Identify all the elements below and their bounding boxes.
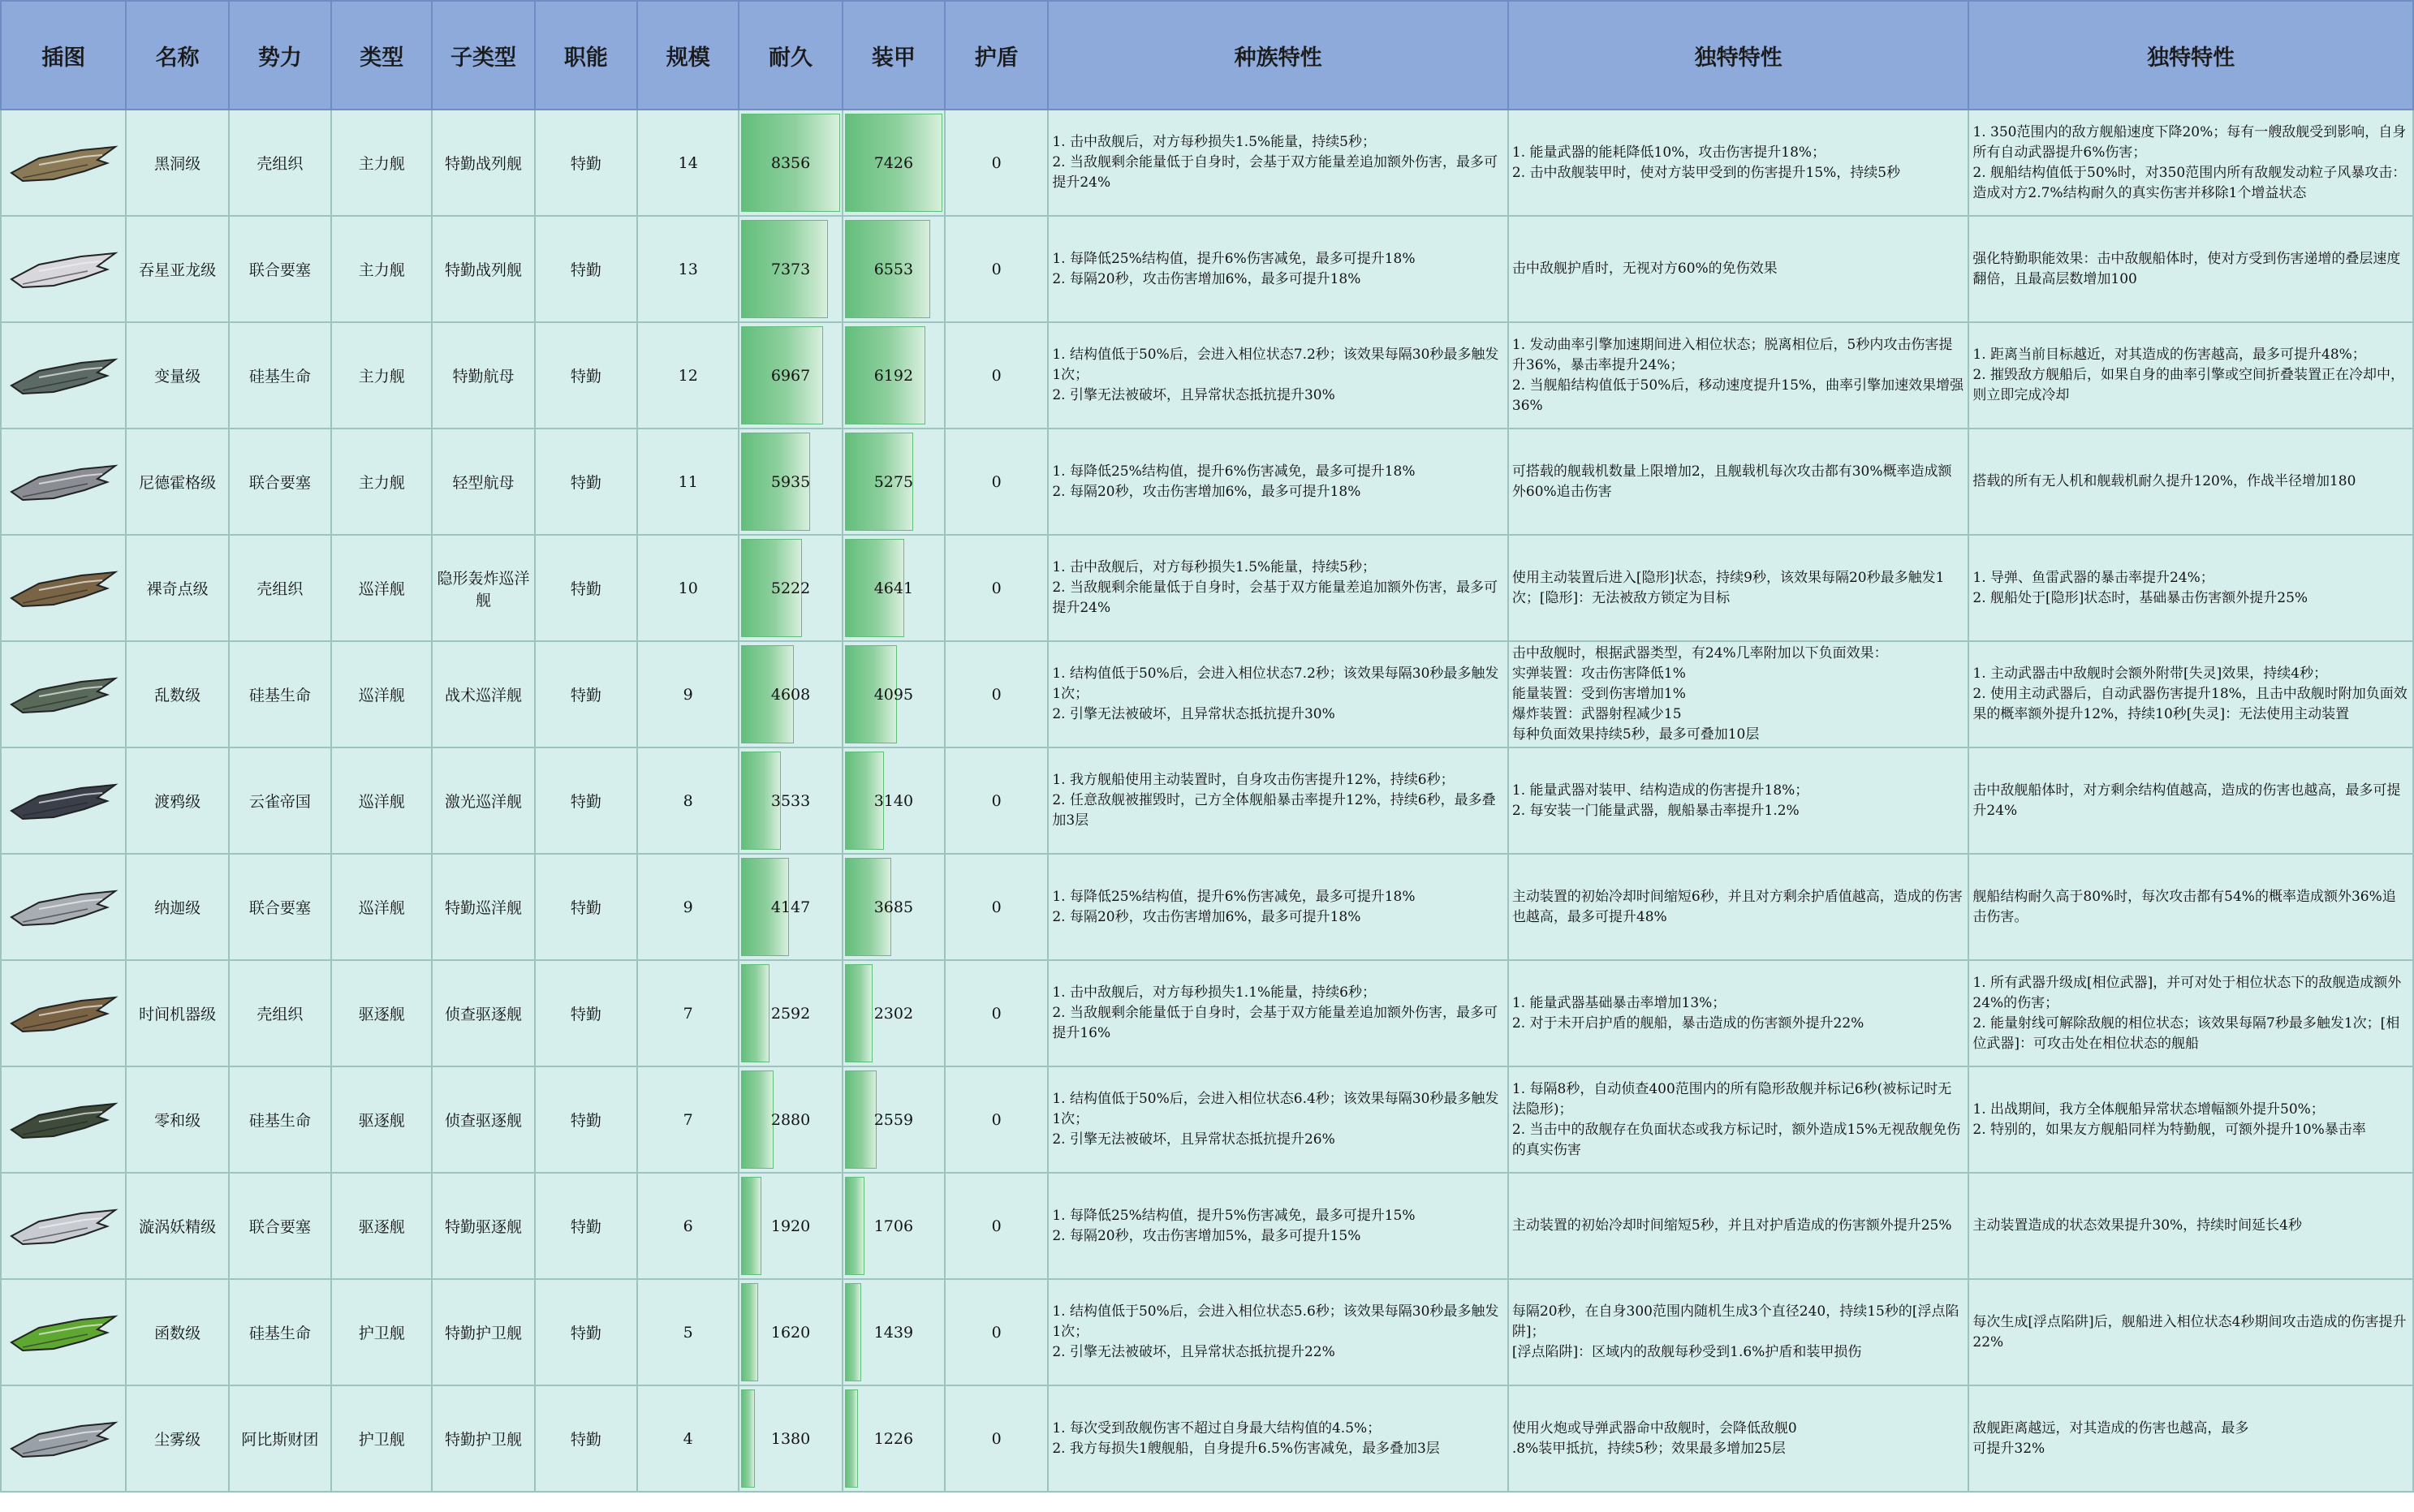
- ship-illustration: [1, 1279, 126, 1385]
- ship-name: 变量级: [126, 322, 228, 429]
- ship-image: [6, 867, 120, 948]
- ship-illustration: [1, 641, 126, 747]
- shield: 0: [945, 429, 1048, 535]
- racial-trait: 1. 每降低25%结构值，提升5%伤害减免，最多可提升15% 2. 每隔20秒，攻击伤害增加5%，最多可提升15%: [1048, 1173, 1508, 1279]
- unique-trait-1: 1. 发动曲率引擎加速期间进入相位状态；脱离相位后，5秒内攻击伤害提升36%，暴击率提升24%； 2. 当舰船结构值低于50%后，移动速度提升15%，曲率引擎加速效果增强36%: [1508, 322, 1969, 429]
- scale: 12: [637, 322, 739, 429]
- ship-illustration: [1, 1066, 126, 1173]
- durability-bar-value: 1380: [770, 1429, 811, 1448]
- faction: 壳组织: [229, 110, 331, 216]
- header-armor: 装甲: [843, 1, 945, 110]
- durability-bar-value: 6967: [770, 366, 811, 385]
- unique-trait-2: 1. 距离当前目标越近，对其造成的伤害越高，最多可提升48%； 2. 摧毁敌方舰船后，如果自身的曲率引擎或空间折叠装置正在冷却中，则立即完成冷却: [1968, 322, 2413, 429]
- subtype: 特勤航母: [432, 322, 534, 429]
- durability-bar: [739, 1279, 842, 1385]
- armor-bar: [843, 535, 945, 641]
- subtype: 特勤护卫舰: [432, 1279, 534, 1385]
- shield: 0: [945, 1279, 1048, 1385]
- unique-trait-2: 搭载的所有无人机和舰载机耐久提升120%，作战半径增加180: [1968, 429, 2413, 535]
- shield: 0: [945, 322, 1048, 429]
- armor-bar: [843, 1173, 945, 1279]
- armor-bar: [843, 854, 945, 960]
- header-subtype: 子类型: [432, 1, 534, 110]
- ship-image: [6, 654, 120, 735]
- ship-name: 尘雾级: [126, 1385, 228, 1492]
- shield: 0: [945, 1066, 1048, 1173]
- table-row: [1, 1173, 2413, 1279]
- ship-image: [6, 1186, 120, 1267]
- durability-bar-value: 4608: [770, 685, 811, 704]
- header-faction: 势力: [229, 1, 331, 110]
- ship-image: [6, 548, 120, 629]
- shield: 0: [945, 1173, 1048, 1279]
- unique-trait-2: 主动装置造成的状态效果提升30%，持续时间延长4秒: [1968, 1173, 2413, 1279]
- subtype: 轻型航母: [432, 429, 534, 535]
- scale: 5: [637, 1279, 739, 1385]
- unique-trait-2: 舰船结构耐久高于80%时，每次攻击都有54%的概率造成额外36%追击伤害。: [1968, 854, 2413, 960]
- ship-name: 纳迦级: [126, 854, 228, 960]
- table-row: [1, 641, 2413, 747]
- armor-bar-value: 3140: [873, 791, 914, 810]
- shield: 0: [945, 216, 1048, 322]
- faction: 硅基生命: [229, 641, 331, 747]
- shield: 0: [945, 854, 1048, 960]
- armor-bar-value: 1439: [873, 1323, 914, 1342]
- unique-trait-1: 每隔20秒，在自身300范围内随机生成3个直径240，持续15秒的[浮点陷阱]； [浮点陷阱]：区域内的敌舰每秒受到1.6%护盾和装甲损伤: [1508, 1279, 1969, 1385]
- unique-trait-1: 击中敌舰护盾时，无视对方60%的免伤效果: [1508, 216, 1969, 322]
- armor-bar-value: 3685: [873, 898, 914, 916]
- table-row: [1, 1385, 2413, 1492]
- ship-image: [6, 1398, 120, 1480]
- racial-trait: 1. 击中敌舰后，对方每秒损失1.5%能量，持续5秒； 2. 当敌舰剩余能量低于自身时，会基于双方能量差追加额外伤害，最多可提升24%: [1048, 110, 1508, 216]
- unique-trait-1: 主动装置的初始冷却时间缩短6秒，并且对方剩余护盾值越高，造成的伤害也越高，最多可提升48%: [1508, 854, 1969, 960]
- durability-bar: [739, 960, 842, 1066]
- faction: 硅基生命: [229, 322, 331, 429]
- armor-bar-value: 4095: [873, 685, 914, 704]
- subtype: 特勤护卫舰: [432, 1385, 534, 1492]
- ship-name: 黑洞级: [126, 110, 228, 216]
- ship-name: 尼德霍格级: [126, 429, 228, 535]
- durability-bar: [739, 216, 842, 322]
- faction: 阿比斯财团: [229, 1385, 331, 1492]
- ship-image: [6, 335, 120, 416]
- durability-bar: [739, 322, 842, 429]
- table-row: [1, 216, 2413, 322]
- role: 特勤: [535, 1066, 637, 1173]
- header-scale: 规模: [637, 1, 739, 110]
- scale: 4: [637, 1385, 739, 1492]
- table-body: [1, 110, 2413, 1492]
- unique-trait-1: 1. 能量武器对装甲、结构造成的伤害提升18%； 2. 每安装一门能量武器，舰船暴击率提升1.2%: [1508, 747, 1969, 854]
- ship-type: 巡洋舰: [331, 747, 432, 854]
- ship-type: 护卫舰: [331, 1385, 432, 1492]
- armor-bar-value: 4641: [873, 579, 914, 597]
- table-row: [1, 1279, 2413, 1385]
- ship-illustration: [1, 1173, 126, 1279]
- armor-bar: [843, 1385, 945, 1492]
- armor-bar-value: 6192: [873, 366, 914, 385]
- subtype: 侦查驱逐舰: [432, 1066, 534, 1173]
- role: 特勤: [535, 535, 637, 641]
- subtype: 激光巡洋舰: [432, 747, 534, 854]
- unique-trait-2: 强化特勤职能效果：击中敌舰船体时，使对方受到伤害递增的叠层速度翻倍，且最高层数增加100: [1968, 216, 2413, 322]
- durability-bar: [739, 535, 842, 641]
- table-row: [1, 960, 2413, 1066]
- ship-illustration: [1, 429, 126, 535]
- ship-name: 函数级: [126, 1279, 228, 1385]
- durability-bar-value: 5222: [770, 579, 811, 597]
- subtype: 特勤战列舰: [432, 110, 534, 216]
- ship-illustration: [1, 960, 126, 1066]
- scale: 11: [637, 429, 739, 535]
- durability-bar-value: 3533: [770, 791, 811, 810]
- header-role: 职能: [535, 1, 637, 110]
- ship-illustration: [1, 216, 126, 322]
- armor-bar-value: 2302: [873, 1004, 914, 1023]
- scale: 10: [637, 535, 739, 641]
- unique-trait-1: 主动装置的初始冷却时间缩短5秒，并且对护盾造成的伤害额外提升25%: [1508, 1173, 1969, 1279]
- role: 特勤: [535, 854, 637, 960]
- durability-bar-value: 2880: [770, 1110, 811, 1129]
- table-row: [1, 429, 2413, 535]
- armor-bar: [843, 216, 945, 322]
- ship-type: 巡洋舰: [331, 535, 432, 641]
- scale: 8: [637, 747, 739, 854]
- unique-trait-2: 1. 出战期间，我方全体舰船异常状态增幅额外提升50%； 2. 特别的，如果友方舰船同样为特勤舰，可额外提升10%暴击率: [1968, 1066, 2413, 1173]
- ship-type: 巡洋舰: [331, 854, 432, 960]
- durability-bar: [739, 1173, 842, 1279]
- faction: 硅基生命: [229, 1279, 331, 1385]
- durability-bar: [739, 429, 842, 535]
- ship-image: [6, 760, 120, 842]
- scale: 7: [637, 960, 739, 1066]
- durability-bar-value: 1620: [770, 1323, 811, 1342]
- armor-bar-value: 7426: [873, 153, 914, 172]
- ship-image: [6, 229, 120, 310]
- role: 特勤: [535, 216, 637, 322]
- faction: 云雀帝国: [229, 747, 331, 854]
- durability-bar: [739, 1066, 842, 1173]
- scale: 13: [637, 216, 739, 322]
- header-racial-trait: 种族特性: [1048, 1, 1508, 110]
- durability-bar-value: 1920: [770, 1217, 811, 1235]
- ship-name: 零和级: [126, 1066, 228, 1173]
- scale: 7: [637, 1066, 739, 1173]
- faction: 联合要塞: [229, 429, 331, 535]
- faction: 壳组织: [229, 535, 331, 641]
- ship-type: 主力舰: [331, 322, 432, 429]
- armor-bar: [843, 1066, 945, 1173]
- ship-illustration: [1, 854, 126, 960]
- durability-bar: [739, 747, 842, 854]
- unique-trait-2: 每次生成[浮点陷阱]后，舰船进入相位状态4秒期间攻击造成的伤害提升22%: [1968, 1279, 2413, 1385]
- unique-trait-1: 使用火炮或导弹武器命中敌舰时，会降低敌舰0 .8%装甲抵抗，持续5秒；效果最多增加25层: [1508, 1385, 1969, 1492]
- durability-bar-value: 4147: [770, 898, 811, 916]
- racial-trait: 1. 结构值低于50%后，会进入相位状态5.6秒；该效果每隔30秒最多触发1次； 2. 引擎无法被破坏，且异常状态抵抗提升22%: [1048, 1279, 1508, 1385]
- header-illustration: 插图: [1, 1, 126, 110]
- ship-type: 护卫舰: [331, 1279, 432, 1385]
- shield: 0: [945, 960, 1048, 1066]
- ship-type: 驱逐舰: [331, 960, 432, 1066]
- durability-bar: [739, 641, 842, 747]
- unique-trait-2: 1. 350范围内的敌方舰船速度下降20%；每有一艘敌舰受到影响，自身所有自动武器提升6%伤害； 2. 舰船结构值低于50%时，对350范围内所有敌舰发动粒子风暴攻击：造成对方2.7%结构耐久的真实伤害并移除1个增益状态: [1968, 110, 2413, 216]
- durability-bar-value: 5935: [770, 472, 811, 491]
- unique-trait-1: 1. 能量武器基础暴击率增加13%； 2. 对于未开启护盾的舰船，暴击造成的伤害额外提升22%: [1508, 960, 1969, 1066]
- ship-illustration: [1, 535, 126, 641]
- unique-trait-1: 1. 能量武器的能耗降低10%，攻击伤害提升18%； 2. 击中敌舰装甲时，使对方装甲受到的伤害提升15%，持续5秒: [1508, 110, 1969, 216]
- role: 特勤: [535, 110, 637, 216]
- ship-type: 主力舰: [331, 216, 432, 322]
- shield: 0: [945, 1385, 1048, 1492]
- ship-image: [6, 1292, 120, 1373]
- header-durability: 耐久: [739, 1, 842, 110]
- racial-trait: 1. 我方舰船使用主动装置时，自身攻击伤害提升12%，持续6秒； 2. 任意敌舰被摧毁时，己方全体舰船暴击率提升12%，持续6秒，最多叠加3层: [1048, 747, 1508, 854]
- unique-trait-1: 使用主动装置后进入[隐形]状态，持续9秒，该效果每隔20秒最多触发1次；[隐形]：无法被敌方锁定为目标: [1508, 535, 1969, 641]
- unique-trait-2: 击中敌舰船体时，对方剩余结构值越高，造成的伤害也越高，最多可提升24%: [1968, 747, 2413, 854]
- subtype: 隐形轰炸巡洋舰: [432, 535, 534, 641]
- durability-bar: [739, 854, 842, 960]
- header-unique-trait-1: 独特特性: [1508, 1, 1969, 110]
- role: 特勤: [535, 1173, 637, 1279]
- armor-bar: [843, 641, 945, 747]
- table-row: [1, 1066, 2413, 1173]
- role: 特勤: [535, 429, 637, 535]
- ship-image: [6, 1079, 120, 1161]
- armor-bar-value: 6553: [873, 260, 914, 278]
- armor-bar-value: 1226: [873, 1429, 914, 1448]
- faction: 硅基生命: [229, 1066, 331, 1173]
- table-row: [1, 747, 2413, 854]
- scale: 9: [637, 854, 739, 960]
- ship-name: 渡鸦级: [126, 747, 228, 854]
- unique-trait-2: 1. 主动武器击中敌舰时会额外附带[失灵]效果，持续4秒； 2. 使用主动武器后，自动武器伤害提升18%，且击中敌舰时附加负面效果的概率额外提升12%，持续10秒[失灵]：无法使用主动装置: [1968, 641, 2413, 747]
- armor-bar: [843, 322, 945, 429]
- racial-trait: 1. 每降低25%结构值，提升6%伤害减免，最多可提升18% 2. 每隔20秒，攻击伤害增加6%，最多可提升18%: [1048, 429, 1508, 535]
- durability-bar: [739, 1385, 842, 1492]
- armor-bar-value: 2559: [873, 1110, 914, 1129]
- faction: 联合要塞: [229, 1173, 331, 1279]
- ship-name: 时间机器级: [126, 960, 228, 1066]
- ship-illustration: [1, 322, 126, 429]
- armor-bar-value: 1706: [873, 1217, 914, 1235]
- role: 特勤: [535, 1385, 637, 1492]
- armor-bar: [843, 747, 945, 854]
- shield: 0: [945, 110, 1048, 216]
- header-shield: 护盾: [945, 1, 1048, 110]
- ship-image: [6, 123, 120, 204]
- racial-trait: 1. 结构值低于50%后，会进入相位状态7.2秒；该效果每隔30秒最多触发1次； 2. 引擎无法被破坏，且异常状态抵抗提升30%: [1048, 641, 1508, 747]
- ship-image: [6, 442, 120, 523]
- subtype: 侦查驱逐舰: [432, 960, 534, 1066]
- ship-type: 主力舰: [331, 429, 432, 535]
- faction: 联合要塞: [229, 854, 331, 960]
- ship-name: 裸奇点级: [126, 535, 228, 641]
- ship-illustration: [1, 747, 126, 854]
- shield: 0: [945, 535, 1048, 641]
- armor-bar: [843, 110, 945, 216]
- racial-trait: 1. 击中敌舰后，对方每秒损失1.1%能量，持续6秒； 2. 当敌舰剩余能量低于自身时，会基于双方能量差追加额外伤害，最多可提升16%: [1048, 960, 1508, 1066]
- faction: 壳组织: [229, 960, 331, 1066]
- ship-illustration: [1, 1385, 126, 1492]
- faction: 联合要塞: [229, 216, 331, 322]
- racial-trait: 1. 结构值低于50%后，会进入相位状态6.4秒；该效果每隔30秒最多触发1次； 2. 引擎无法被破坏，且异常状态抵抗提升26%: [1048, 1066, 1508, 1173]
- unique-trait-2: 1. 所有武器升级成[相位武器]，并可对处于相位状态下的敌舰造成额外24%的伤害； 2. 能量射线可解除敌舰的相位状态；该效果每隔7秒最多触发1次；[相位武器]：可攻击处在相位状态的舰船: [1968, 960, 2413, 1066]
- ship-name: 漩涡妖精级: [126, 1173, 228, 1279]
- ship-illustration: [1, 110, 126, 216]
- header-name: 名称: [126, 1, 228, 110]
- racial-trait: 1. 每降低25%结构值，提升6%伤害减免，最多可提升18% 2. 每隔20秒，攻击伤害增加6%，最多可提升18%: [1048, 216, 1508, 322]
- table-row: [1, 110, 2413, 216]
- ship-name: 乱数级: [126, 641, 228, 747]
- scale: 14: [637, 110, 739, 216]
- shield: 0: [945, 641, 1048, 747]
- armor-bar-value: 5275: [873, 472, 914, 491]
- role: 特勤: [535, 641, 637, 747]
- ship-name: 吞星亚龙级: [126, 216, 228, 322]
- table-row: [1, 322, 2413, 429]
- armor-bar: [843, 1279, 945, 1385]
- header-type: 类型: [331, 1, 432, 110]
- ship-type: 驱逐舰: [331, 1173, 432, 1279]
- unique-trait-1: 1. 每隔8秒，自动侦查400范围内的所有隐形敌舰并标记6秒(被标记时无法隐形)； 2. 当击中的敌舰存在负面状态或我方标记时，额外造成15%无视敌舰免伤的真实伤害: [1508, 1066, 1969, 1173]
- durability-bar-value: 2592: [770, 1004, 811, 1023]
- role: 特勤: [535, 322, 637, 429]
- subtype: 特勤驱逐舰: [432, 1173, 534, 1279]
- unique-trait-1: 可搭载的舰载机数量上限增加2，且舰载机每次攻击都有30%概率造成额外60%追击伤害: [1508, 429, 1969, 535]
- role: 特勤: [535, 1279, 637, 1385]
- role: 特勤: [535, 960, 637, 1066]
- table-row: [1, 535, 2413, 641]
- table-row: [1, 854, 2413, 960]
- durability-bar: [739, 110, 842, 216]
- ship-type: 巡洋舰: [331, 641, 432, 747]
- unique-trait-2: 1. 导弹、鱼雷武器的暴击率提升24%； 2. 舰船处于[隐形]状态时，基础暴击伤害额外提升25%: [1968, 535, 2413, 641]
- durability-bar-value: 8356: [770, 153, 811, 172]
- scale: 6: [637, 1173, 739, 1279]
- unique-trait-1: 击中敌舰时，根据武器类型，有24%几率附加以下负面效果： 实弹装置：攻击伤害降低1% 能量装置：受到伤害增加1% 爆炸装置：武器射程减少15 每种负面效果持续5秒，最多可叠加10层: [1508, 641, 1969, 747]
- scale: 9: [637, 641, 739, 747]
- subtype: 特勤战列舰: [432, 216, 534, 322]
- header-row: [1, 1, 2413, 110]
- subtype: 战术巡洋舰: [432, 641, 534, 747]
- racial-trait: 1. 击中敌舰后，对方每秒损失1.5%能量，持续5秒； 2. 当敌舰剩余能量低于自身时，会基于双方能量差追加额外伤害，最多可提升24%: [1048, 535, 1508, 641]
- header-unique-trait-2: 独特特性: [1968, 1, 2413, 110]
- armor-bar: [843, 429, 945, 535]
- ship-image: [6, 973, 120, 1054]
- armor-bar: [843, 960, 945, 1066]
- ship-type: 驱逐舰: [331, 1066, 432, 1173]
- shield: 0: [945, 747, 1048, 854]
- unique-trait-2: 敌舰距离越远，对其造成的伤害也越高，最多 可提升32%: [1968, 1385, 2413, 1492]
- racial-trait: 1. 每次受到敌舰伤害不超过自身最大结构值的4.5%； 2. 我方每损失1艘舰船，自身提升6.5%伤害减免，最多叠加3层: [1048, 1385, 1508, 1492]
- ship-type: 主力舰: [331, 110, 432, 216]
- racial-trait: 1. 结构值低于50%后，会进入相位状态7.2秒；该效果每隔30秒最多触发1次； 2. 引擎无法被破坏，且异常状态抵抗提升30%: [1048, 322, 1508, 429]
- role: 特勤: [535, 747, 637, 854]
- racial-trait: 1. 每降低25%结构值，提升6%伤害减免，最多可提升18% 2. 每隔20秒，攻击伤害增加6%，最多可提升18%: [1048, 854, 1508, 960]
- durability-bar-value: 7373: [770, 260, 811, 278]
- subtype: 特勤巡洋舰: [432, 854, 534, 960]
